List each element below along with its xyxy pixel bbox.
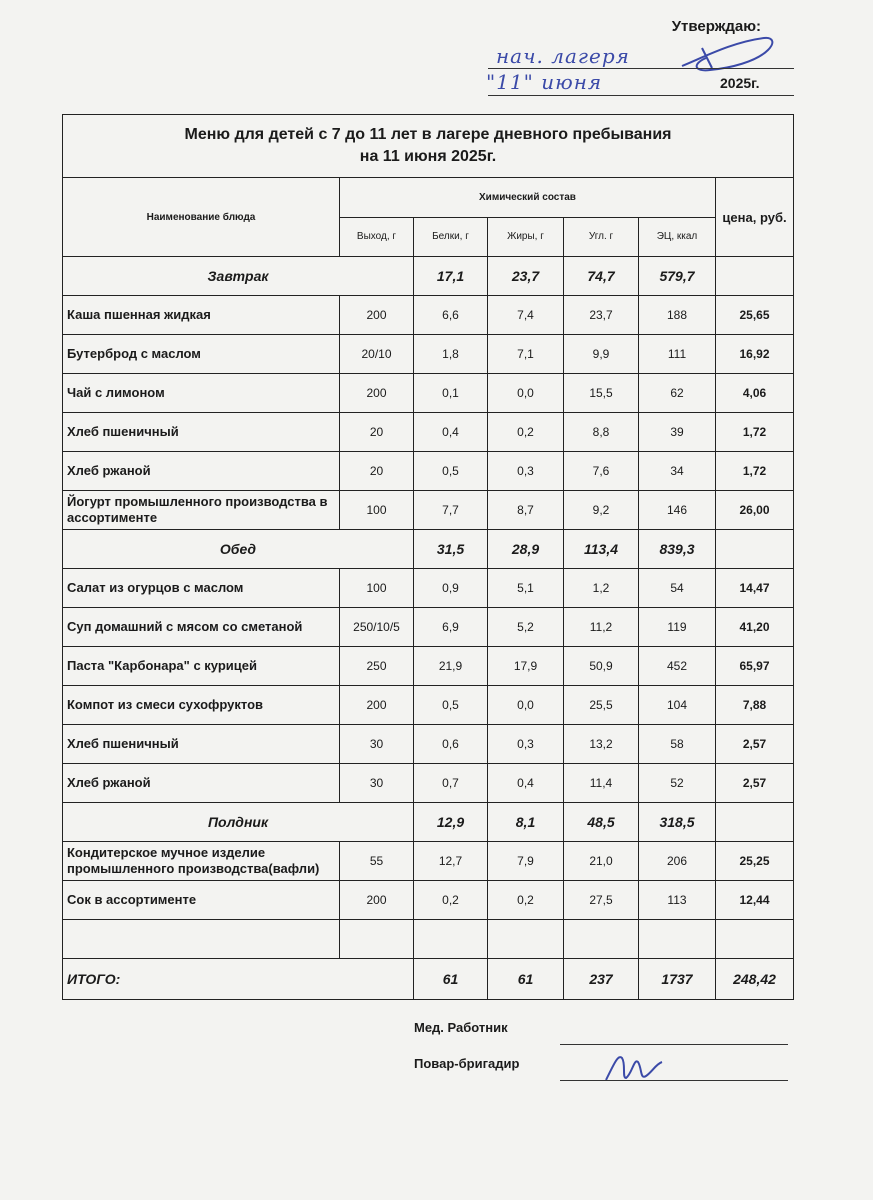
dish-value: 17,9 [488, 647, 564, 686]
dish-price: 1,72 [716, 413, 794, 452]
dish-row [63, 413, 794, 452]
date-line [488, 95, 794, 96]
dish-row [63, 569, 794, 608]
dish-name: Хлеб пшеничный [63, 413, 340, 452]
menu-table [62, 114, 794, 1000]
dish-value: 7,4 [488, 296, 564, 335]
dish-value: 8,8 [564, 413, 639, 452]
section-price-empty [716, 530, 794, 569]
dish-value: 6,9 [414, 608, 488, 647]
header-dish: Наименование блюда [63, 178, 340, 257]
dish-value: 11,4 [564, 764, 639, 803]
section-total: 113,4 [564, 530, 639, 569]
dish-value: 7,9 [488, 842, 564, 881]
dish-price: 25,65 [716, 296, 794, 335]
dish-row [63, 686, 794, 725]
dish-name: Суп домашний с мясом со сметаной [63, 608, 340, 647]
section-row [63, 803, 794, 842]
dish-name: Хлеб пшеничный [63, 725, 340, 764]
dish-value: 54 [639, 569, 716, 608]
dish-row [63, 608, 794, 647]
dish-name: Йогурт промышленного производства в ассортименте [63, 491, 340, 530]
section-total: 23,7 [488, 257, 564, 296]
dish-value: 21,9 [414, 647, 488, 686]
dish-value: 1,2 [564, 569, 639, 608]
dish-value: 200 [340, 881, 414, 920]
dish-name: Салат из огурцов с маслом [63, 569, 340, 608]
dish-value: 55 [340, 842, 414, 881]
section-total: 318,5 [639, 803, 716, 842]
dish-row [63, 491, 794, 530]
dish-value: 13,2 [564, 725, 639, 764]
dish-row [63, 296, 794, 335]
dish-value: 0,1 [414, 374, 488, 413]
dish-value: 11,2 [564, 608, 639, 647]
dish-value: 50,9 [564, 647, 639, 686]
title-line-1: Меню для детей с 7 до 11 лет в лагере дневного пребывания [184, 126, 672, 143]
dish-row [63, 842, 794, 881]
dish-value: 0,4 [488, 764, 564, 803]
empty-cell [564, 920, 639, 959]
section-price-empty [716, 803, 794, 842]
dish-price: 14,47 [716, 569, 794, 608]
dish-price: 26,00 [716, 491, 794, 530]
dish-price: 2,57 [716, 725, 794, 764]
dish-value: 5,2 [488, 608, 564, 647]
dish-value: 100 [340, 491, 414, 530]
dish-value: 0,2 [488, 413, 564, 452]
dish-value: 21,0 [564, 842, 639, 881]
dish-value: 25,5 [564, 686, 639, 725]
dish-name: Хлеб ржаной [63, 764, 340, 803]
med-worker-label: Мед. Работник [414, 1020, 508, 1035]
dish-row [63, 374, 794, 413]
dish-name: Паста "Карбонара" с курицей [63, 647, 340, 686]
section-total: 48,5 [564, 803, 639, 842]
dish-name: Хлеб ржаной [63, 452, 340, 491]
dish-value: 15,5 [564, 374, 639, 413]
dish-value: 39 [639, 413, 716, 452]
dish-price: 1,72 [716, 452, 794, 491]
section-name: Обед [63, 530, 414, 569]
dish-value: 58 [639, 725, 716, 764]
dish-value: 1,8 [414, 335, 488, 374]
dish-price: 4,06 [716, 374, 794, 413]
dish-price: 65,97 [716, 647, 794, 686]
section-total: 74,7 [564, 257, 639, 296]
dish-value: 7,6 [564, 452, 639, 491]
total-value: 1737 [639, 959, 716, 1000]
dish-name: Чай с лимоном [63, 374, 340, 413]
dish-value: 146 [639, 491, 716, 530]
dish-price: 41,20 [716, 608, 794, 647]
dish-price: 16,92 [716, 335, 794, 374]
dish-row [63, 647, 794, 686]
dish-value: 200 [340, 296, 414, 335]
section-total: 12,9 [414, 803, 488, 842]
dish-name: Компот из смеси сухофруктов [63, 686, 340, 725]
dish-value: 0,4 [414, 413, 488, 452]
dish-price: 12,44 [716, 881, 794, 920]
approver-signature [672, 28, 782, 78]
title-line-2: на 11 июня 2025г. [359, 148, 497, 165]
empty-cell [414, 920, 488, 959]
dish-value: 7,1 [488, 335, 564, 374]
dish-value: 250/10/5 [340, 608, 414, 647]
total-label: ИТОГО: [63, 959, 414, 1000]
dish-value: 9,9 [564, 335, 639, 374]
dish-name: Сок в ассортименте [63, 881, 340, 920]
total-row [63, 959, 794, 1000]
header-col-carbs: Угл. г [564, 217, 639, 257]
approval-year: 2025г. [720, 75, 760, 91]
dish-value: 23,7 [564, 296, 639, 335]
header-chemical: Химический состав [340, 178, 716, 218]
section-row [63, 257, 794, 296]
dish-name: Кондитерское мучное изделие промышленного производства(вафли) [63, 842, 340, 881]
med-worker-line [560, 1044, 788, 1045]
dish-value: 20 [340, 452, 414, 491]
dish-value: 0,9 [414, 569, 488, 608]
dish-row [63, 452, 794, 491]
dish-value: 0,6 [414, 725, 488, 764]
dish-value: 188 [639, 296, 716, 335]
empty-cell [340, 920, 414, 959]
cook-line [560, 1080, 788, 1081]
total-value: 61 [414, 959, 488, 1000]
dish-row [63, 335, 794, 374]
dish-value: 452 [639, 647, 716, 686]
dish-value: 30 [340, 725, 414, 764]
approval-label: Утверждаю: [671, 18, 761, 35]
dish-value: 119 [639, 608, 716, 647]
dish-value: 113 [639, 881, 716, 920]
dish-price: 7,88 [716, 686, 794, 725]
section-total: 8,1 [488, 803, 564, 842]
empty-cell [63, 920, 340, 959]
dish-value: 30 [340, 764, 414, 803]
cook-signature [600, 1044, 670, 1088]
dish-value: 20/10 [340, 335, 414, 374]
dish-value: 20 [340, 413, 414, 452]
dish-value: 8,7 [488, 491, 564, 530]
section-total: 31,5 [414, 530, 488, 569]
dish-value: 0,3 [488, 452, 564, 491]
dish-row [63, 881, 794, 920]
total-price: 248,42 [716, 959, 794, 1000]
dish-value: 206 [639, 842, 716, 881]
empty-cell [716, 920, 794, 959]
header-col-fat: Жиры, г [488, 217, 564, 257]
approval-date-handwritten: "11" июня [486, 70, 603, 94]
section-total: 28,9 [488, 530, 564, 569]
dish-value: 0,7 [414, 764, 488, 803]
dish-value: 6,6 [414, 296, 488, 335]
dish-value: 0,2 [414, 881, 488, 920]
header-col-yield: Выход, г [340, 217, 414, 257]
dish-price: 2,57 [716, 764, 794, 803]
section-total: 17,1 [414, 257, 488, 296]
dish-value: 0,0 [488, 686, 564, 725]
dish-value: 0,2 [488, 881, 564, 920]
empty-cell [488, 920, 564, 959]
dish-value: 5,1 [488, 569, 564, 608]
dish-value: 12,7 [414, 842, 488, 881]
dish-value: 0,5 [414, 452, 488, 491]
section-name: Завтрак [63, 257, 414, 296]
dish-value: 200 [340, 374, 414, 413]
dish-value: 7,7 [414, 491, 488, 530]
dish-value: 27,5 [564, 881, 639, 920]
section-price-empty [716, 257, 794, 296]
dish-value: 200 [340, 686, 414, 725]
dish-value: 100 [340, 569, 414, 608]
section-total: 579,7 [639, 257, 716, 296]
dish-row [63, 764, 794, 803]
dish-value: 0,0 [488, 374, 564, 413]
dish-value: 0,5 [414, 686, 488, 725]
cook-label: Повар-бригадир [414, 1056, 520, 1071]
dish-value: 104 [639, 686, 716, 725]
section-total: 839,3 [639, 530, 716, 569]
header-col-energy: ЭЦ, ккал [639, 217, 716, 257]
approver-position-handwritten: нач. лагеря [496, 44, 630, 68]
total-value: 237 [564, 959, 639, 1000]
section-row [63, 530, 794, 569]
dish-price: 25,25 [716, 842, 794, 881]
approver-line [488, 68, 794, 69]
dish-value: 52 [639, 764, 716, 803]
header-col-protein: Белки, г [414, 217, 488, 257]
menu-title [63, 115, 794, 178]
dish-name: Каша пшенная жидкая [63, 296, 340, 335]
empty-row [63, 920, 794, 959]
header-price: цена, руб. [716, 178, 794, 257]
dish-value: 9,2 [564, 491, 639, 530]
empty-cell [639, 920, 716, 959]
dish-value: 34 [639, 452, 716, 491]
section-name: Полдник [63, 803, 414, 842]
dish-name: Бутерброд с маслом [63, 335, 340, 374]
total-value: 61 [488, 959, 564, 1000]
dish-row [63, 725, 794, 764]
dish-value: 250 [340, 647, 414, 686]
dish-value: 111 [639, 335, 716, 374]
dish-value: 62 [639, 374, 716, 413]
dish-value: 0,3 [488, 725, 564, 764]
